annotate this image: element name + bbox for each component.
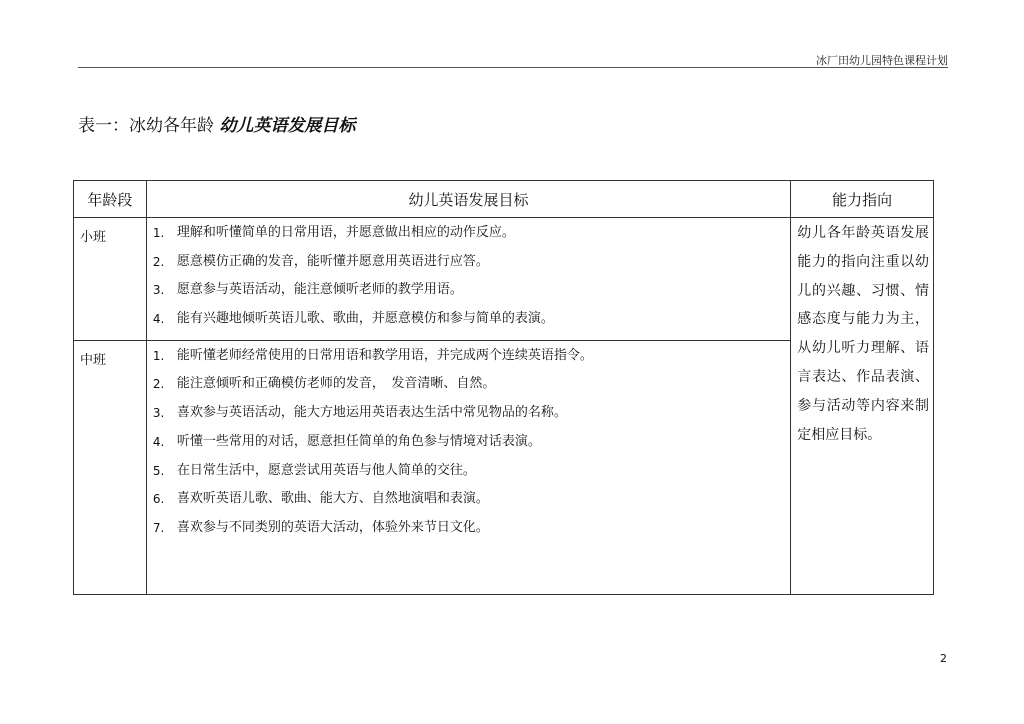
item-text: 喜欢参与不同类别的英语大活动，体验外来节日文化。 <box>176 519 489 535</box>
item-number: 3. <box>152 283 165 298</box>
age-middle-class: 中班 <box>74 340 147 594</box>
item-text: 理解和听懂简单的日常用语，并愿意做出相应的动作反应。 <box>176 225 515 240</box>
list-item <box>153 491 790 520</box>
goals-small-class <box>146 218 790 341</box>
list-item <box>153 282 790 311</box>
item-number: 3. <box>152 406 165 421</box>
goals-middle-class <box>146 340 790 594</box>
title-emphasis: 幼儿英语发展目标 <box>219 116 356 136</box>
list-item <box>153 225 790 254</box>
item-text: 喜欢听英语儿歌、歌曲、能大方、自然地演唱和表演。 <box>176 491 489 507</box>
item-number: 2. <box>152 254 165 269</box>
list-item <box>153 311 790 340</box>
item-number: 6. <box>152 492 165 507</box>
goals-table <box>73 180 934 595</box>
list-item <box>153 348 790 377</box>
item-text: 能有兴趣地倾听英语儿歌、歌曲，并愿意模仿和参与简单的表演。 <box>176 311 554 327</box>
list-item <box>153 463 790 492</box>
running-header: 冰厂田幼儿园特色课程计划 <box>816 54 948 67</box>
item-number: 4. <box>152 434 165 449</box>
item-text: 在日常生活中，愿意尝试用英语与他人简单的交往。 <box>176 462 476 478</box>
item-text: 听懂一些常用的对话，愿意担任简单的角色参与情境对话表演。 <box>176 433 541 449</box>
header-goals: 幼儿英语发展目标 <box>146 181 790 218</box>
item-number: 2. <box>152 377 165 392</box>
ability-description: 幼儿各年龄英语发展能力的指向注重以幼儿的兴趣、习惯、情感态度与能力为主，从幼儿听力理解、语言表达、作品表演、参与活动等内容来制定相应目标。 <box>791 218 934 595</box>
item-number: 4. <box>152 312 165 327</box>
item-text: 能听懂老师经常使用的日常用语和教学用语，并完成两个连续英语指令。 <box>176 347 593 363</box>
list-item <box>153 520 790 549</box>
list-item <box>153 254 790 283</box>
header-age: 年龄段 <box>74 181 147 218</box>
item-text: 喜欢参与英语活动，能大方地运用英语表达生活中常见物品的名称。 <box>176 405 567 421</box>
title-prefix: 表一：冰幼各年龄 <box>78 116 220 136</box>
item-text: 愿意模仿正确的发音，能听懂并愿意用英语进行应答。 <box>176 253 489 269</box>
page-title <box>78 111 355 136</box>
list-item <box>153 405 790 434</box>
item-number: 7. <box>152 520 165 535</box>
list-item <box>153 376 790 405</box>
age-small-class: 小班 <box>74 218 147 341</box>
item-text: 能注意倾听和正确模仿老师的发音， 发音清晰、自然。 <box>176 376 496 392</box>
item-number: 5. <box>152 463 165 478</box>
item-text: 愿意参与英语活动，能注意倾听老师的教学用语。 <box>176 282 463 298</box>
item-number: 1. <box>152 226 165 240</box>
header-divider <box>78 67 948 68</box>
list-item <box>153 434 790 463</box>
table-row-small-class <box>74 218 934 341</box>
table-header-row <box>74 181 934 218</box>
header-ability: 能力指向 <box>791 181 934 218</box>
item-number: 1. <box>152 348 165 363</box>
page-number: 2 <box>940 652 947 665</box>
